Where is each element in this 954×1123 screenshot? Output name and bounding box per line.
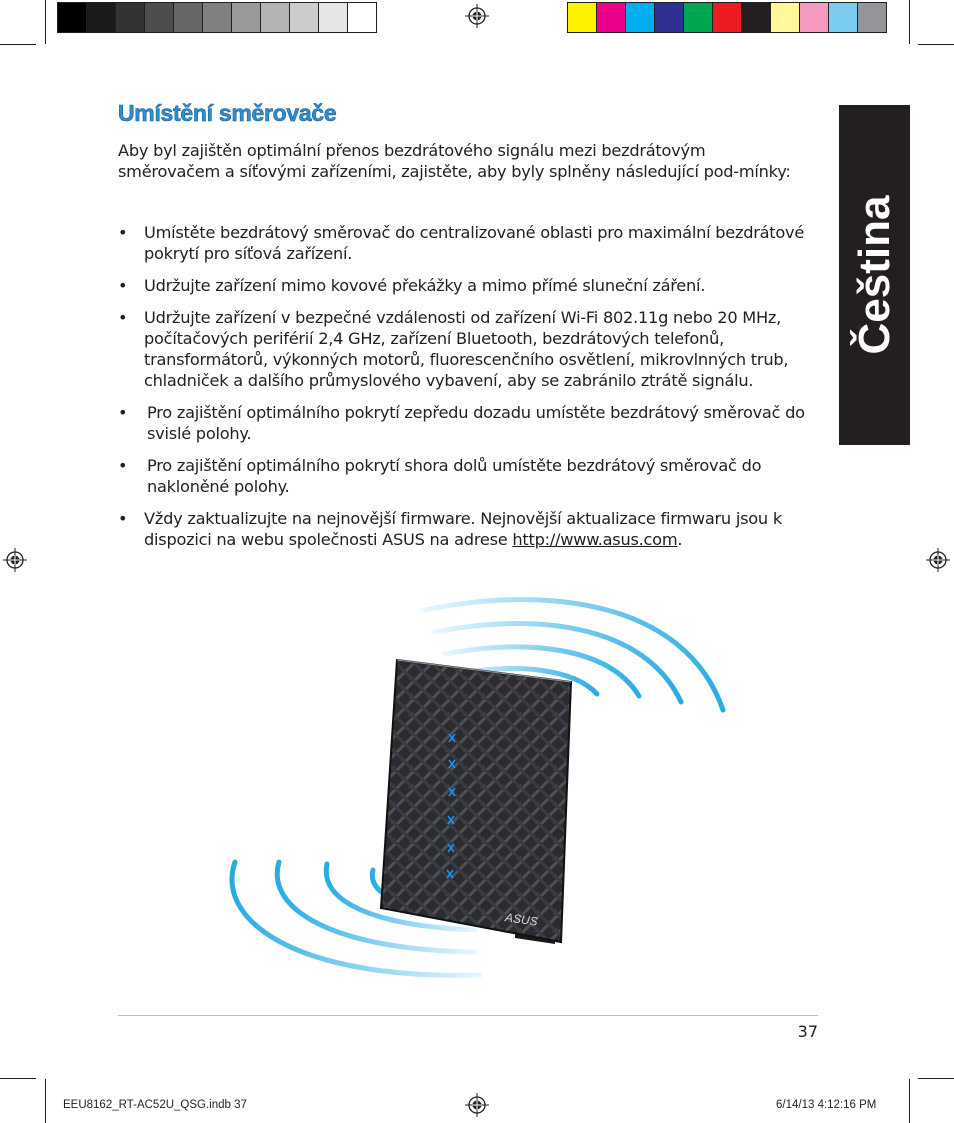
color-swatch [626,3,655,32]
bullet-marker: • [118,308,128,327]
list-item-text: Vždy zaktualizujte na nejnovější firmware. Nejnovější aktualizace firmwaru jsou k dispozici na webu společnosti ASUS na adrese [144,509,782,549]
language-tab [839,105,910,445]
crop-mark [0,44,36,45]
list-item [118,275,818,296]
crop-mark [0,1078,36,1079]
bullet-marker: • [118,509,128,528]
list-item-text: Udržujte zařízení v bezpečné vzdálenosti od zařízení Wi-Fi 802.11g nebo 20 MHz, počítačových periférií 2,4 GHz, zařízení Bluetooth, bezdrátových telefonů, transformátorů, výkonných motorů, fluorescenčního osvětlení, mikrovlnných trub, chladniček a dalšího průmyslového vybavení, aby se zabránilo ztrátě signálu. [144,308,789,390]
color-swatch [684,3,713,32]
list-item-text: Pro zajištění optimálního pokrytí shora dolů umístěte bezdrátový směrovač do nakloněné polohy. [147,456,762,496]
list-item [118,508,818,550]
list-item [118,307,818,391]
color-swatch [713,3,742,32]
crop-mark [45,0,46,44]
footer-rule [118,1015,818,1016]
bullet-marker: • [118,456,128,475]
list-item-text: Umístěte bezdrátový směrovač do centralizované oblasti pro maximální bezdrátové pokrytí pro síťová zařízení. [144,223,805,263]
bullet-list [118,222,818,561]
crop-mark [45,1079,46,1123]
color-swatch [261,3,290,32]
list-item-text: Pro zajištění optimálního pokrytí zepředu dozadu umístěte bezdrátový směrovač do svislé polohy. [147,403,805,443]
registration-mark-icon [3,548,27,572]
color-swatch [800,3,829,32]
color-swatch [58,3,87,32]
color-swatch [290,3,319,32]
color-swatch [116,3,145,32]
print-slug-timestamp: 6/14/13 4:12:16 PM [776,1099,877,1111]
crop-mark [909,1079,910,1123]
color-swatch [655,3,684,32]
bullet-marker: • [118,223,128,242]
color-swatch [829,3,858,32]
crop-mark [909,0,910,44]
bullet-marker: • [118,403,128,422]
registration-mark-icon [465,1093,489,1117]
color-swatch [319,3,348,32]
asus-website-link[interactable]: http://www.asus.com [512,530,678,549]
router-brand-logo: ASUS [504,910,539,929]
list-item-text: Udržujte zařízení mimo kovové překážky a mimo přímé sluneční záření. [144,276,706,295]
registration-mark-icon [926,548,950,572]
color-swatch [87,3,116,32]
list-item-end: . [677,530,683,549]
color-swatch [771,3,800,32]
bullet-marker: • [118,276,128,295]
print-slug-file: EEU8162_RT-AC52U_QSG.indb 37 [63,1099,247,1111]
color-swatch [742,3,771,32]
color-swatch [568,3,597,32]
color-swatch [145,3,174,32]
list-item [118,402,818,444]
color-swatch [597,3,626,32]
list-item [118,455,818,497]
crop-mark [918,44,954,45]
registration-mark-icon [465,4,489,28]
color-swatch [232,3,261,32]
list-item [118,222,818,264]
page-number: 37 [797,1022,818,1041]
crop-mark [918,1078,954,1079]
color-swatch [348,3,376,32]
color-swatch [203,3,232,32]
grayscale-color-bar [57,2,377,33]
process-color-bar [567,2,887,33]
intro-paragraph: Aby byl zajištěn optimální přenos bezdrátového signálu mezi bezdrátovým směrovačem a síťovými zařízeními, zajistěte, aby byly splněny následující pod-mínky: [118,141,791,181]
color-swatch [858,3,886,32]
section-title: Umístění směrovače [118,100,337,126]
router-illustration [215,590,745,990]
language-tab-label: Čeština [849,195,899,355]
color-swatch [174,3,203,32]
